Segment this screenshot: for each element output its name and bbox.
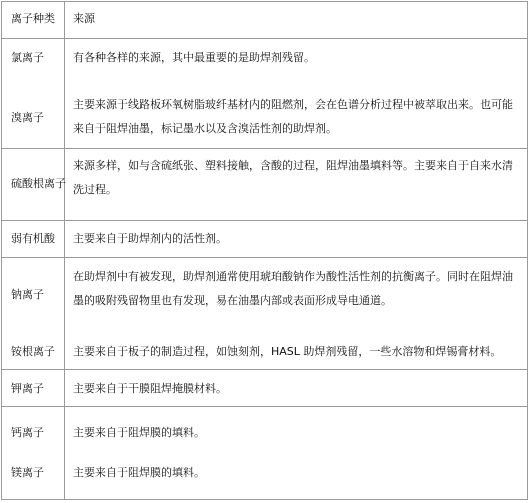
header-source: 来源 <box>73 12 95 25</box>
row-divider <box>1 220 528 221</box>
ion-label-ammonium: 铵根离子 <box>11 345 55 358</box>
ion-label-weak-organic-acid: 弱有机酸 <box>11 232 55 245</box>
ion-source-magnesium: 主要来自于阻焊膜的填料。 <box>73 466 205 479</box>
ion-source-table <box>1 1 528 500</box>
ion-source-calcium: 主要来自于阻焊膜的填料。 <box>73 426 205 439</box>
header-ion-type: 离子种类 <box>11 12 55 25</box>
table-border-bottom <box>1 499 528 500</box>
row-divider <box>1 406 528 407</box>
header-divider <box>1 38 528 39</box>
table-border-left <box>1 1 2 500</box>
ion-source-potassium: 主要来自于干膜阻焊掩膜材料。 <box>73 382 227 395</box>
ion-source-ammonium: 主要来自于板子的制造过程，如蚀刻剂，HASL 助焊剂残留，一些水溶物和焊锡膏材料。 <box>73 345 502 358</box>
ion-source-sodium: 在助焊剂中有被发现，助焊剂通常使用琥珀酸钠作为酸性活性剂的抗衡离子。同时在阻焊油墨的吸附残留物里也有发现，易在油墨内部或表面形成导电通道。 <box>73 270 513 307</box>
ion-label-potassium: 钾离子 <box>11 382 44 395</box>
ion-label-bromide: 溴离子 <box>11 111 44 124</box>
table-border-top <box>1 1 528 2</box>
column-divider <box>64 1 65 500</box>
ion-source-weak-organic-acid: 主要来自于助焊剂内的活性剂。 <box>73 232 227 245</box>
row-divider <box>1 369 528 370</box>
ion-label-sulfate: 硫酸根离子 <box>11 177 66 190</box>
row-divider <box>1 148 528 149</box>
row-divider <box>1 257 528 258</box>
table-border-right <box>527 1 528 500</box>
ion-label-magnesium: 镁离子 <box>11 466 44 479</box>
ion-label-sodium: 钠离子 <box>11 288 44 301</box>
ion-label-chloride: 氯离子 <box>11 51 44 64</box>
ion-source-sulfate: 来源多样，如与含硫纸张、塑料接触，含酸的过程，阻焊油墨填料等。主要来自于自来水清洗过程。 <box>73 159 513 196</box>
ion-source-bromide: 主要来源于线路板环氧树脂玻纤基材内的阻燃剂，会在色谱分析过程中被萃取出来。也可能来自于阻焊油墨，标记墨水以及含溴活性剂的助焊剂。 <box>73 98 513 135</box>
ion-source-chloride: 有各种各样的来源，其中最重要的是助焊剂残留。 <box>73 51 315 64</box>
ion-label-calcium: 钙离子 <box>11 426 44 439</box>
